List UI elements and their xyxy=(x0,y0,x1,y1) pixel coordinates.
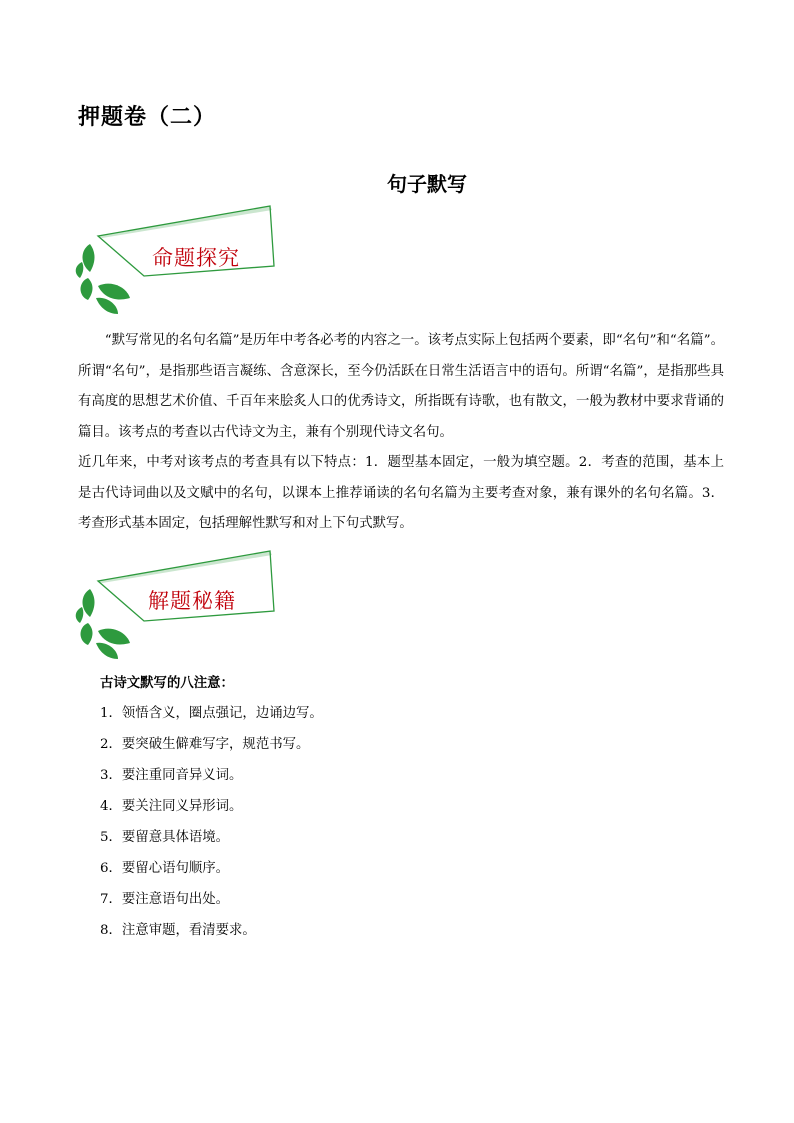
list-item: 2．要突破生僻难写字，规范书写。 xyxy=(100,737,310,752)
intro-paragraph-1: “默写常见的名句名篇”是历年中考各必考的内容之一。该考点实际上包括两个要素，即“名句”和“名篇”。所谓“名句”，是指那些语言凝练、含意深长，至今仍活跃在日常生活语言中的语句。所谓“名篇”，是指那些具有高度的思想艺术价值、千百年来脍炙人口的优秀诗文，所指既有诗歌，也有散文，一般为教材中要求背诵的篇目。该考点的考查以古代诗文为主，兼有个别现代诗文名句。 xyxy=(78,333,724,440)
list-item: 8．注意审题，看清要求。 xyxy=(100,923,256,938)
intro-text xyxy=(78,326,724,540)
list-item: 1．领悟含义，圈点强记，边诵边写。 xyxy=(100,706,323,721)
section-title: 句子默写 xyxy=(387,172,467,196)
banner-solution-secrets xyxy=(60,545,300,665)
tips-section xyxy=(100,672,700,950)
list-item: 5．要留意具体语境。 xyxy=(100,830,230,845)
banner-proposition-research xyxy=(60,200,300,320)
list-item: 3．要注重同音异义词。 xyxy=(100,768,243,783)
list-item: 4．要关注同义异形词。 xyxy=(100,799,243,814)
banner-label: 命题探究 xyxy=(152,246,240,270)
list-item: 7．要注意语句出处。 xyxy=(100,892,230,907)
tips-heading: 古诗文默写的八注意： xyxy=(100,676,234,691)
list-item: 6．要留心语句顺序。 xyxy=(100,861,230,876)
intro-paragraph-2: 近几年来，中考对该考点的考查具有以下特点：1．题型基本固定，一般为填空题。2．考查的范围，基本上是古代诗词曲以及文赋中的名句，以课本上推荐诵读的名句名篇为主要考查对象，兼有课外的名句名篇。3．考查形式基本固定，包括理解性默写和对上下句式默写。 xyxy=(78,455,724,531)
document-title: 押题卷（二） xyxy=(78,105,217,130)
banner-label: 解题秘籍 xyxy=(148,589,236,613)
